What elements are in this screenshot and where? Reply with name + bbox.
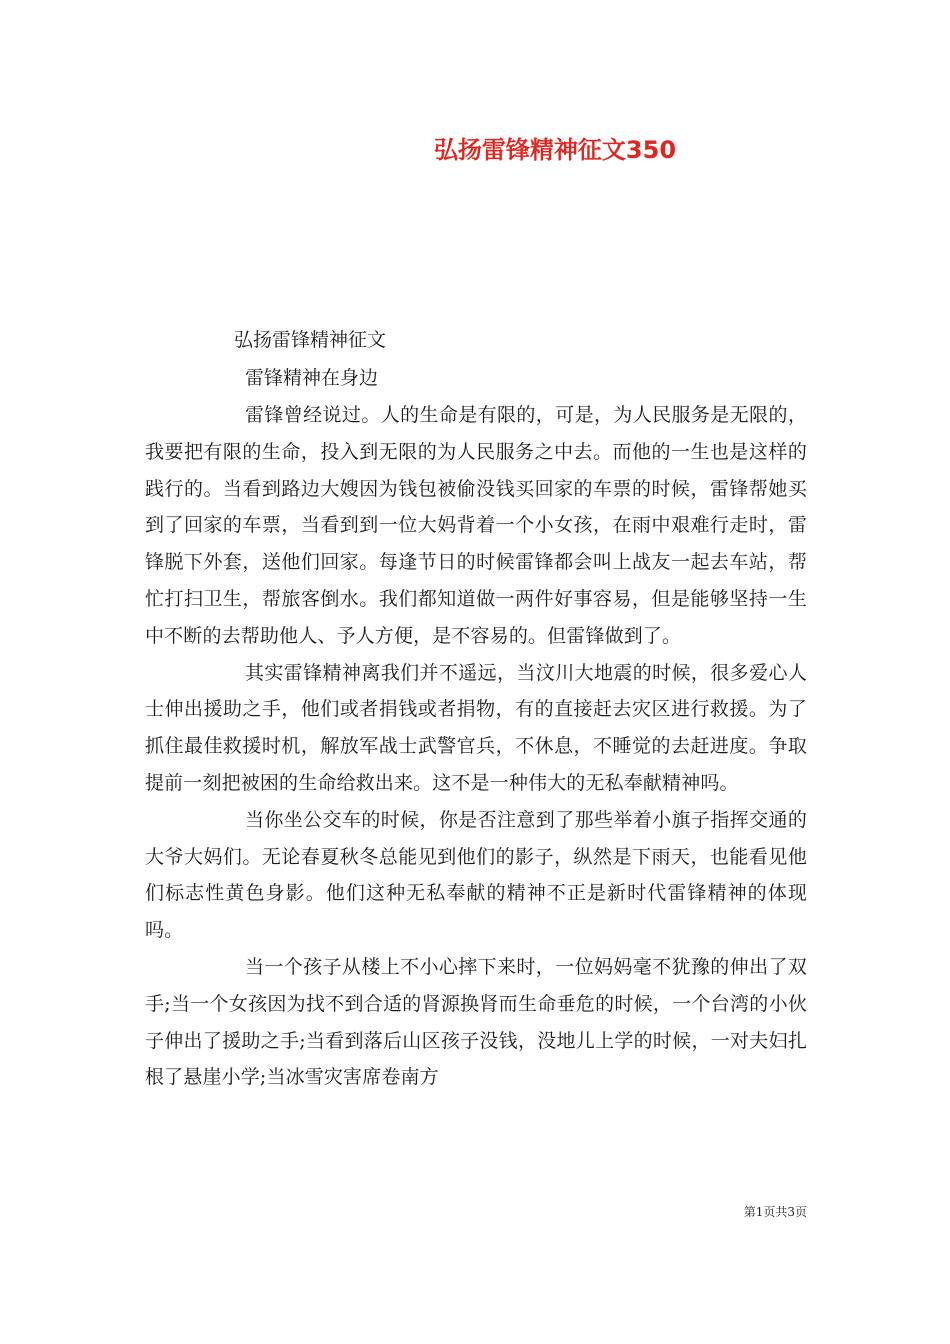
page-number: 第1页共3页 [743,1205,807,1219]
essay-subtitle: 弘扬雷锋精神征文 [234,329,387,351]
essay-title: 雷锋精神在身边 [245,367,379,389]
essay-body [145,397,807,1096]
paragraph-1: 雷锋曾经说过。人的生命是有限的，可是，为人民服务是无限的，我要把有限的生命，投入到无限的为人民服务之中去。而他的一生也是这样的践行的。当看到路边大嫂因为钱包被偷没钱买回家的车票的时候，雷锋帮她买到了回家的车票，当看到到一位大妈背着一个小女孩，在雨中艰难行走时，雷锋脱下外套，送他们回家。每逢节日的时候雷锋都会叫上战友一起去车站，帮忙打扫卫生，帮旅客倒水。我们都知道做一两件好事容易，但是能够坚持一生中不断的去帮助他人、予人方便，是不容易的。但雷锋做到了。 [145,404,807,647]
paragraph-4: 当一个孩子从楼上不小心摔下来时，一位妈妈毫不犹豫的伸出了双手;当一个女孩因为找不到合适的肾源换肾而生命垂危的时候，一个台湾的小伙子伸出了援助之手;当看到落后山区孩子没钱，没地儿上学的时候，一对夫妇扎根了悬崖小学;当冰雪灾害席卷南方 [145,955,807,1089]
paragraph-3: 当你坐公交车的时候，你是否注意到了那些举着小旗子指挥交通的大爷大妈们。无论春夏秋冬总能见到他们的影子，纵然是下雨天，也能看见他们标志性黄色身影。他们这种无私奉献的精神不正是新时代雷锋精神的体现吗。 [145,808,807,942]
paragraph-2: 其实雷锋精神离我们并不遥远，当汶川大地震的时候，很多爱心人士伸出援助之手，他们或者捐钱或者捐物，有的直接赶去灾区进行救援。为了抓住最佳救援时机，解放军战士武警官兵，不休息，不睡觉的去赶进度。争取提前一刻把被困的生命给救出来。这不是一种伟大的无私奉献精神吗。 [145,661,807,794]
document-title: 弘扬雷锋精神征文350 [433,136,677,164]
